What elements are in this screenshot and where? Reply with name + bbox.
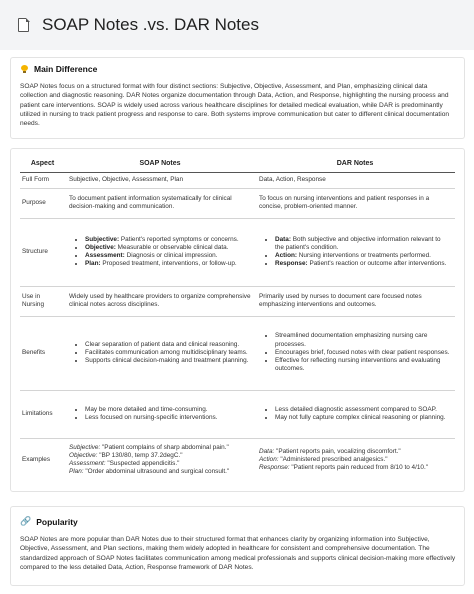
dar-cell: Data, Action, Response (255, 172, 455, 188)
table-row-benefits (20, 316, 455, 390)
main-difference-title: Main Difference (34, 64, 98, 74)
soap-cell (65, 390, 255, 438)
list-item: • Action: Nursing interventions or treatments performed. (275, 252, 451, 260)
dar-cell: To focus on nursing interventions and patient responses in a concise, problem-oriented manner. (255, 188, 455, 218)
list-item: • Objective: Measurable or observable clinical data. (85, 244, 251, 252)
soap-cell (65, 218, 255, 286)
list-item: • Less focused on nursing-specific interventions. (85, 414, 251, 422)
table-row-structure (20, 218, 455, 286)
list-item: • Supports clinical decision-making and treatment planning. (85, 357, 251, 365)
aspect-cell: Use in Nursing (20, 286, 65, 316)
list-item: • May be more detailed and time-consuming. (85, 406, 251, 414)
main-difference-heading (20, 64, 97, 74)
soap-benefits-list (69, 341, 251, 366)
list-item: • Streamlined documentation emphasizing nursing care processes. (275, 332, 451, 348)
lightbulb-icon (20, 65, 29, 74)
example-line: Objective: "BP 130/80, temp 37.2degC." (69, 452, 183, 460)
list-item: • Assessment: Diagnosis or clinical impression. (85, 252, 251, 260)
list-item: • Subjective: Patient's reported symptoms or concerns. (85, 236, 251, 244)
dar-cell (255, 438, 455, 482)
header-dar: DAR Notes (255, 156, 455, 172)
dar-benefits-list (259, 332, 451, 373)
comparison-table (20, 156, 455, 482)
table-row-full-form (20, 172, 455, 188)
table-row-limitations (20, 390, 455, 438)
soap-structure-list (69, 236, 251, 269)
aspect-cell: Examples (22, 456, 51, 464)
list-item: • Facilitates communication among multidisciplinary teams. (85, 349, 251, 357)
dar-cell: Primarily used by nurses to document care focused notes emphasizing interventions and outcomes. (255, 286, 455, 316)
popularity-text: SOAP Notes are more popular than DAR Notes due to their structured format that enhances clarity by organizing information into Subjective, Objective, Assessment, and Plan sections, making them widely adopted in healthcare for consistent and comprehensive documentation. The standardized approach of SOAP Notes facilitates communication among medical professionals and supports clinical decision-making more effectively compared to the less detailed Data, Action, Response framework of DAR Notes. (20, 536, 456, 571)
aspect-cell: Limitations (20, 390, 65, 438)
table-row-examples (20, 438, 455, 482)
example-line: Data: "Patient reports pain, vocalizing discomfort." (259, 447, 401, 455)
soap-limitations-list (69, 406, 251, 422)
list-item: • Effective for reflecting nursing interventions and evaluating outcomes. (275, 357, 451, 373)
dar-cell (255, 390, 455, 438)
example-line: Plan: "Order abdominal ultrasound and surgical consult." (69, 468, 230, 476)
link-icon: 🔗 (20, 516, 32, 526)
soap-cell (65, 438, 255, 482)
list-item: • Less detailed diagnostic assessment compared to SOAP. (275, 406, 451, 414)
example-line: Response: "Patient reports pain reduced from 8/10 to 4/10." (259, 464, 429, 472)
list-item: • Data: Both subjective and objective information relevant to the patient's condition. (275, 236, 451, 252)
dar-cell (255, 218, 455, 286)
popularity-heading (20, 516, 78, 527)
table-header-row (20, 156, 455, 172)
table-row-purpose (20, 188, 455, 218)
aspect-cell: Purpose (20, 188, 65, 218)
list-item: • Clear separation of patient data and clinical reasoning. (85, 341, 251, 349)
page-header (0, 0, 474, 50)
header-soap: SOAP Notes (65, 156, 255, 172)
aspect-cell: Benefits (20, 316, 65, 390)
main-difference-text: SOAP Notes focus on a structured format with four distinct sections: Subjective, Objective, Assessment, and Plan, emphasizing clinical data collection and diagnostic reasoning. DAR Notes organize documentation through Data, Action, and Response, highlighting the nursing process and patient care interventions. SOAP is widely used across various healthcare disciplines for detailed medical evaluation, while DAR is predominantly utilized in nursing to track patient progress and response to care. Both systems improve communication but cater to different clinical documentation needs. (20, 83, 450, 128)
list-item: • Plan: Proposed treatment, interventions, or follow-up. (85, 260, 251, 268)
dar-limitations-list (259, 406, 451, 422)
soap-cell (65, 316, 255, 390)
popularity-title: Popularity (36, 516, 78, 527)
aspect-cell: Full Form (20, 172, 65, 188)
table-row-use-in-nursing (20, 286, 455, 316)
soap-cell: Subjective, Objective, Assessment, Plan (65, 172, 255, 188)
example-line: Action: "Administered prescribed analgesics." (259, 456, 388, 464)
soap-cell: To document patient information systematically for clinical decision-making and communication. (65, 188, 255, 218)
header-aspect: Aspect (20, 156, 65, 172)
aspect-cell: Structure (20, 218, 65, 286)
dar-structure-list (259, 236, 451, 269)
example-line: Assessment: "Suspected appendicitis." (69, 460, 180, 468)
list-item: • Encourages brief, focused notes with clear patient responses. (275, 349, 451, 357)
page-title: SOAP Notes .vs. DAR Notes (42, 15, 259, 34)
soap-cell: Widely used by healthcare providers to organize comprehensive clinical notes across disciplines. (65, 286, 255, 316)
document-icon (18, 18, 30, 32)
list-item: • May not fully capture complex clinical reasoning or planning. (275, 414, 451, 422)
dar-cell (255, 316, 455, 390)
list-item: • Response: Patient's reaction or outcome after interventions. (275, 260, 451, 268)
example-line: Subjective: "Patient complains of sharp abdominal pain." (69, 443, 229, 451)
